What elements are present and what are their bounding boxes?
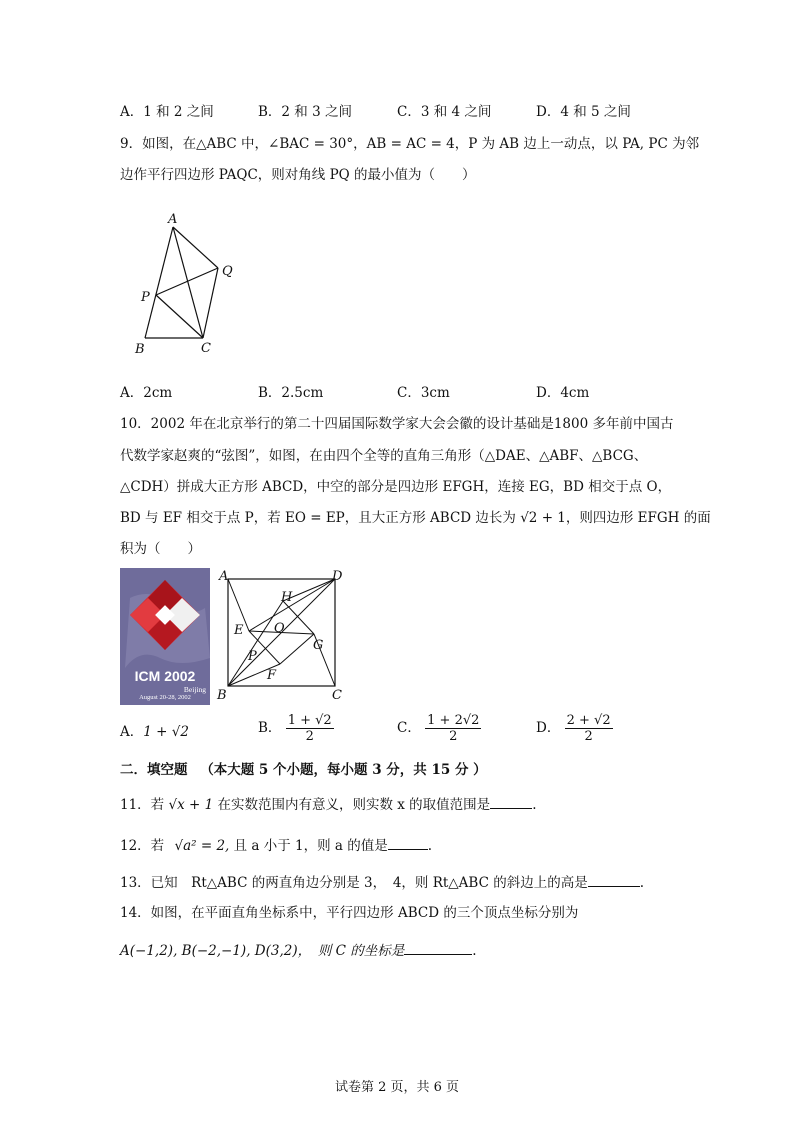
- q10-option-b-fraction: [286, 713, 334, 744]
- q12-pre: 12．若: [120, 838, 165, 854]
- q10-option-b-prefix: B．: [258, 720, 282, 736]
- q10-stem-line2: 代数学家赵爽的“弦图”，如图，在由四个全等的直角三角形（△DAE、△ABF、△BCG、: [120, 448, 648, 464]
- q10-label-d: D: [332, 569, 343, 584]
- icm-logo-dates: August 20-28, 2002: [139, 694, 191, 701]
- icm-logo-title: ICM 2002: [134, 668, 196, 684]
- q11-post: 在实数范围内有意义，则实数 x 的取值范围是: [217, 797, 491, 813]
- q10-stem-line1: 10．2002 年在北京举行的第二十四届国际数学家大会会徽的设计基础是1800 多年前中国古: [120, 416, 674, 432]
- q10-option-d-fraction: [565, 713, 613, 744]
- icm-logo: [120, 568, 210, 705]
- q8-option-d: D．4 和 5 之间: [536, 104, 631, 120]
- q10-label-e: E: [234, 623, 244, 638]
- q10-label-c: C: [332, 688, 342, 703]
- q12: [120, 835, 432, 856]
- q10-option-c: [397, 713, 481, 744]
- q11-end: .: [532, 797, 537, 813]
- q14-line2: [120, 940, 477, 961]
- q11-answer-blank[interactable]: [490, 794, 532, 809]
- q10-label-p: P: [248, 649, 257, 664]
- page-footer: 试卷第 2 页，共 6 页: [334, 1080, 460, 1095]
- q9-label-a: A: [168, 212, 178, 227]
- q10-option-a-prefix: A．: [120, 724, 144, 740]
- q10-label-h: H: [281, 590, 293, 605]
- q12-end: .: [427, 838, 433, 854]
- q13-text: 13．已知 Rt△ABC 的两直角边分别是 3， 4，则 Rt△ABC 的斜边上的高是: [120, 875, 588, 891]
- q14-answer-blank[interactable]: [404, 940, 472, 955]
- q10-option-c-denominator: 2: [449, 729, 458, 744]
- q8-option-a: A．1 和 2 之间: [120, 104, 214, 120]
- q10-stem-line5: 积为（ ）: [120, 541, 201, 557]
- q9-option-c: C．3cm: [397, 385, 450, 401]
- q10-label-b: B: [217, 688, 227, 703]
- q12-expr: √a² = 2,: [174, 838, 230, 854]
- q9-label-p: P: [141, 290, 150, 305]
- q10-option-b-denominator: 2: [305, 729, 314, 744]
- q10-figure: [215, 565, 350, 705]
- q10-option-a-expr: 1 + √2: [143, 724, 189, 740]
- q10-option-d-denominator: 2: [584, 729, 593, 744]
- q13: [120, 872, 644, 893]
- section-heading: [120, 760, 487, 780]
- section-title: 二．填空题: [120, 762, 188, 778]
- q10-label-a: A: [219, 569, 229, 584]
- q14-text: A(−1,2), B(−2,−1), D(3,2)， 则 C 的坐标是: [120, 943, 405, 959]
- q10-option-b: [258, 713, 334, 744]
- q10-option-b-numerator: 1 + √2: [287, 713, 332, 728]
- q10-stem-line3: △CDH）拼成大正方形 ABCD，中空的部分是四边形 EFGH，连接 EG，BD 相交于点 O，: [120, 479, 672, 495]
- q9-label-b: B: [135, 342, 145, 357]
- q13-answer-blank[interactable]: [588, 872, 640, 887]
- icm-logo-city: Beijing: [183, 685, 206, 694]
- q10-option-c-prefix: C．: [397, 720, 421, 736]
- q9-option-d: D．4cm: [536, 385, 590, 401]
- section-note: （本大题 5 个小题，每小题 3 分，共 15 分 ）: [200, 762, 487, 778]
- q10-option-a: [120, 722, 189, 742]
- q10-option-c-numerator: 1 + 2√2: [427, 713, 480, 728]
- q11: [120, 794, 536, 815]
- q10-label-g: G: [313, 638, 324, 653]
- q9-option-b: B．2.5cm: [258, 385, 324, 401]
- q14-end: .: [472, 943, 477, 959]
- q9-stem-line1: 9．如图，在△ABC 中，∠BAC = 30°，AB = AC = 4，P 为 AB 边上一动点，以 PA, PC 为邻: [120, 136, 700, 152]
- q10-option-c-fraction: [425, 713, 481, 744]
- q10-label-o: O: [274, 621, 285, 636]
- q10-label-f: F: [267, 668, 277, 683]
- q12-answer-blank[interactable]: [388, 835, 428, 850]
- q10-stem-line4: BD 与 EF 相交于点 P，若 EO = EP，且大正方形 ABCD 边长为 √2 + 1，则四边形 EFGH 的面: [120, 510, 711, 526]
- q10-option-d-prefix: D．: [536, 720, 561, 736]
- q8-option-c: C．3 和 4 之间: [397, 104, 492, 120]
- q8-option-b: B．2 和 3 之间: [258, 104, 352, 120]
- q9-label-q: Q: [222, 264, 233, 279]
- q11-expr: √x + 1: [168, 797, 214, 813]
- q10-option-d-numerator: 2 + √2: [566, 713, 611, 728]
- q9-label-c: C: [201, 341, 211, 356]
- q11-pre: 11．若: [120, 797, 165, 813]
- q10-option-d: [536, 713, 613, 744]
- q14-line1: 14．如图，在平面直角坐标系中，平行四边形 ABCD 的三个顶点坐标分别为: [120, 905, 579, 921]
- q9-option-a: A．2cm: [120, 385, 173, 401]
- q13-end: .: [639, 875, 645, 891]
- q9-figure: [125, 205, 245, 360]
- q12-post: 且 a 小于 1，则 a 的值是: [233, 838, 388, 854]
- q9-stem-line2: 边作平行四边形 PAQC，则对角线 PQ 的最小值为（ ）: [120, 167, 476, 183]
